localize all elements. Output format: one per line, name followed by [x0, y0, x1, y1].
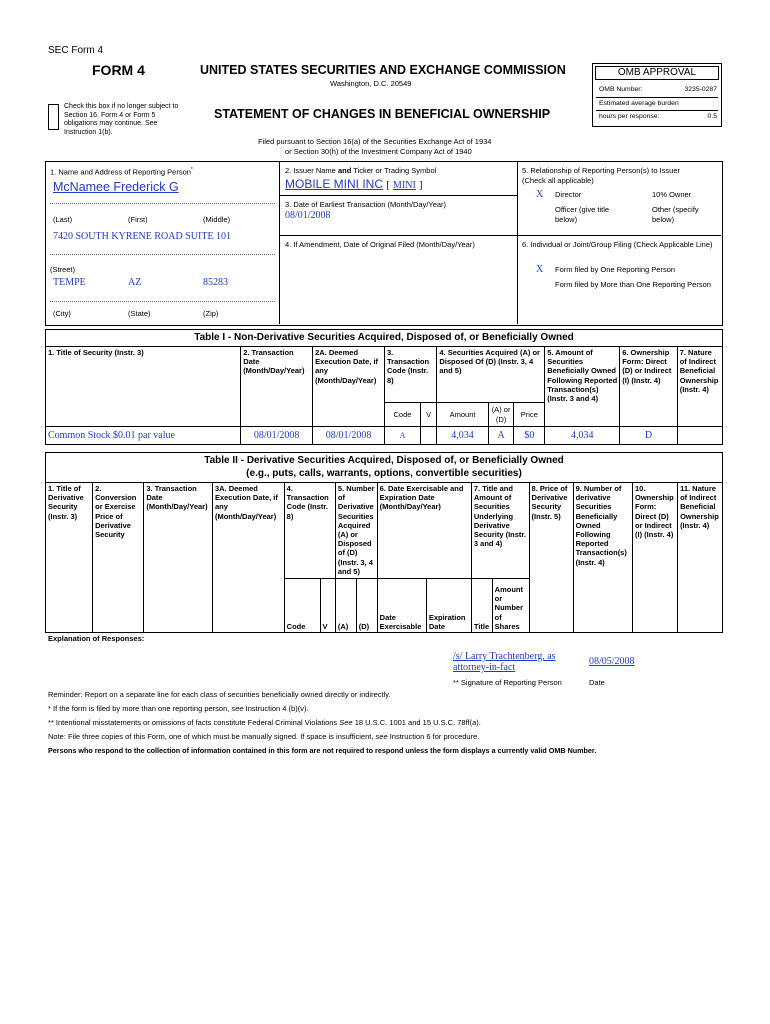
table2-title: Table II - Derivative Securities Acquired, Disposed of, or Beneficially Owned (e.g., puts, calls, warrants, options, convertible securities) — [45, 452, 723, 483]
t1-sub-code: Code — [385, 403, 421, 427]
t1-row-amount: 4,034 — [437, 427, 488, 445]
t1-header-ownership-form: 6. Ownership Form: Direct (D) or Indirect (I) (Instr. 4) — [620, 347, 678, 427]
director-label: Director — [555, 190, 582, 199]
t1-row-price: $0 — [514, 427, 545, 445]
t2-sub-d: (D) — [356, 579, 377, 633]
footnote-3: Note: File three copies of this Form, one of which must be manually signed. If space is insufficient, see Instruction 6 for procedure. — [48, 732, 480, 741]
omb-number-value: 3235-0287 — [684, 86, 717, 93]
t1-sub-aord: (A) or (D) — [488, 403, 514, 427]
one-person-label: Form filed by One Reporting Person — [555, 265, 676, 274]
omb-burden-label: Estimated average burden — [599, 100, 679, 107]
t2-header-conversion: 2. Conversion or Exercise Price of Derivative Security — [93, 483, 144, 633]
footnote-2: ** Intentional misstatements or omissions of facts constitute Federal Criminal Violations See 18 U.S.C. 1001 and 15 U.S.C. 78ff(a). — [48, 718, 481, 727]
t2-sub-v: V — [320, 579, 335, 633]
table2 — [45, 482, 723, 633]
zip-label: (Zip) — [203, 309, 219, 318]
sec-form-label: SEC Form 4 — [48, 45, 104, 56]
t1-header-nature: 7. Nature of Indirect Beneficial Ownership (Instr. 4) — [677, 347, 722, 427]
t1-header-code: 3. Transaction Code (Instr. 8) — [385, 347, 437, 403]
commission-address: Washington, D.C. 20549 — [330, 79, 412, 88]
t1-header-deemed: 2A. Deemed Execution Date, if any (Month/Day/Year) — [313, 347, 385, 427]
filed-line-1: Filed pursuant to Section 16(a) of the Securities Exchange Act of 1934 — [258, 137, 492, 146]
t2-sub-title: Title — [471, 579, 492, 633]
t2-header-deemed: 3A. Deemed Execution Date, if any (Month/Day/Year) — [212, 483, 284, 633]
t1-row-form: D — [620, 427, 678, 445]
filed-line-2: or Section 30(h) of the Investment Company Act of 1940 — [285, 147, 472, 156]
t2-header-title: 1. Title of Derivative Security (Instr. 3) — [46, 483, 93, 633]
omb-hours-label: hours per response: — [599, 113, 660, 120]
form-title: FORM 4 — [92, 62, 145, 78]
t1-sub-v: V — [420, 403, 436, 427]
t1-header-date: 2. Transaction Date (Month/Day/Year) — [241, 347, 313, 427]
table1-title: Table I - Non-Derivative Securities Acquired, Disposed of, or Beneficially Owned — [45, 329, 723, 346]
city-value: TEMPE — [53, 277, 86, 288]
t2-header-number-owned: 9. Number of derivative Securities Beneficially Owned Following Reported Transaction(s) (Instr. 4) — [573, 483, 632, 633]
t2-sub-date-exercisable: Date Exercisable — [377, 579, 426, 633]
state-label: (State) — [128, 309, 151, 318]
t1-row-title: Common Stock $0.01 par value — [46, 427, 241, 445]
t2-header-nature: 11. Nature of Indirect Beneficial Ownership (Instr. 4) — [678, 483, 723, 633]
t1-header-title: 1. Title of Security (Instr. 3) — [46, 347, 241, 427]
one-person-mark[interactable]: X — [536, 264, 544, 275]
omb-number-label: OMB Number: — [599, 86, 643, 93]
no-longer-subject-checkbox[interactable] — [48, 104, 59, 130]
t1-row-date: 08/01/2008 — [241, 427, 313, 445]
t1-row-deemed: 08/01/2008 — [313, 427, 385, 445]
t2-header-exercisable: 6. Date Exercisable and Expiration Date (Month/Day/Year) — [377, 483, 471, 579]
street-address: 7420 SOUTH KYRENE ROAD SUITE 101 — [53, 231, 232, 242]
box2-label: 2. Issuer Name and Ticker or Trading Symbol — [285, 166, 437, 175]
t2-sub-expiration: Expiration Date — [426, 579, 471, 633]
reporting-person-name: McNamee Frederick G — [53, 180, 179, 194]
t1-sub-amount: Amount — [437, 403, 488, 427]
statement-title: STATEMENT OF CHANGES IN BENEFICIAL OWNERSHIP — [214, 107, 551, 121]
officer-label: Officer (give title below) — [555, 205, 610, 224]
checkbox-text: Check this box if no longer subject to Section 16. Form 4 or Form 5 obligations may continue. See Instruction 1(b). — [64, 103, 179, 136]
explanation-label: Explanation of Responses: — [48, 634, 145, 643]
t2-header-date: 3. Transaction Date (Month/Day/Year) — [144, 483, 213, 633]
issuer-name: MOBILE MINI INC — [285, 177, 384, 191]
date-label: Date — [589, 678, 605, 687]
omb-title: OMB APPROVAL — [595, 66, 719, 80]
t2-sub-amount-shares: Amount or Number of Shares — [492, 579, 529, 633]
director-mark[interactable]: X — [536, 189, 544, 200]
t1-row-owned: 4,034 — [545, 427, 620, 445]
signature-label: ** Signature of Reporting Person — [453, 678, 562, 687]
city-label: (City) — [53, 309, 71, 318]
t2-header-code: 4. Transaction Code (Instr. 8) — [284, 483, 335, 579]
t1-sub-price: Price — [514, 403, 545, 427]
table1 — [45, 346, 723, 445]
commission-title: UNITED STATES SECURITIES AND EXCHANGE COMMISSION — [200, 63, 566, 77]
t2-header-underlying: 7. Title and Amount of Securities Underlying Derivative Security (Instr. 3 and 4) — [471, 483, 529, 579]
more-person-label: Form filed by More than One Reporting Person — [555, 280, 711, 289]
t2-header-price: 8. Price of Derivative Security (Instr. 5) — [529, 483, 573, 633]
issuer-name-line: MOBILE MINI INC [ MINI ] — [285, 177, 423, 191]
state-value: AZ — [128, 277, 142, 288]
box3-label: 3. Date of Earliest Transaction (Month/Day/Year) — [285, 200, 447, 209]
footnote-1: * If the form is filed by more than one reporting person, see Instruction 4 (b)(v). — [48, 704, 309, 713]
box1-label: 1. Name and Address of Reporting Person* — [50, 167, 193, 177]
ten-percent-owner-label: 10% Owner — [652, 190, 692, 199]
earliest-transaction-date: 08/01/2008 — [285, 210, 331, 221]
street-label: (Street) — [50, 265, 76, 274]
t2-header-ownership-form: 10. Ownership Form: Direct (D) or Indirect (I) (Instr. 4) — [633, 483, 678, 633]
box6-label: 6. Individual or Joint/Group Filing (Check Applicable Line) — [522, 240, 713, 249]
signature-date-value: 08/05/2008 — [589, 656, 635, 667]
t1-row-code: A — [385, 427, 421, 445]
t1-header-securities: 4. Securities Acquired (A) or Disposed Of (D) (Instr. 3, 4 and 5) — [437, 347, 545, 403]
signature-value: /s/ Larry Trachtenberg, as attorney-in-fact — [453, 651, 556, 673]
t2-sub-a: (A) — [335, 579, 356, 633]
other-label: Other (specify below) — [652, 205, 699, 224]
middle-label: (Middle) — [203, 215, 231, 224]
reminder-text: Reminder: Report on a separate line for each class of securities beneficially owned directly or indirectly. — [48, 690, 391, 699]
first-label: (First) — [128, 215, 148, 224]
t1-row-nature — [677, 427, 722, 445]
omb-approval-box — [592, 63, 722, 127]
t1-row-v — [420, 427, 436, 445]
box4-label: 4. If Amendment, Date of Original Filed (Month/Day/Year) — [285, 240, 475, 249]
last-label: (Last) — [53, 215, 73, 224]
omb-hours-value: 0.5 — [707, 113, 717, 120]
omb-notice: Persons who respond to the collection of information contained in this form are not required to respond unless the form displays a currently valid OMB Number. — [48, 746, 597, 755]
box5-label: 5. Relationship of Reporting Person(s) to Issuer (Check all applicable) — [522, 166, 680, 185]
zip-value: 85283 — [203, 277, 228, 288]
table-row — [46, 427, 723, 445]
t1-row-aord: A — [488, 427, 514, 445]
t2-header-number: 5. Number of Derivative Securities Acquired (A) or Disposed of (D) (Instr. 3, 4 and 5) — [335, 483, 377, 579]
t1-header-amount-owned: 5. Amount of Securities Beneficially Owned Following Reported Transaction(s) (Instr. 3 and 4) — [545, 347, 620, 427]
issuer-ticker: MINI — [393, 180, 416, 191]
t2-sub-code: Code — [284, 579, 320, 633]
